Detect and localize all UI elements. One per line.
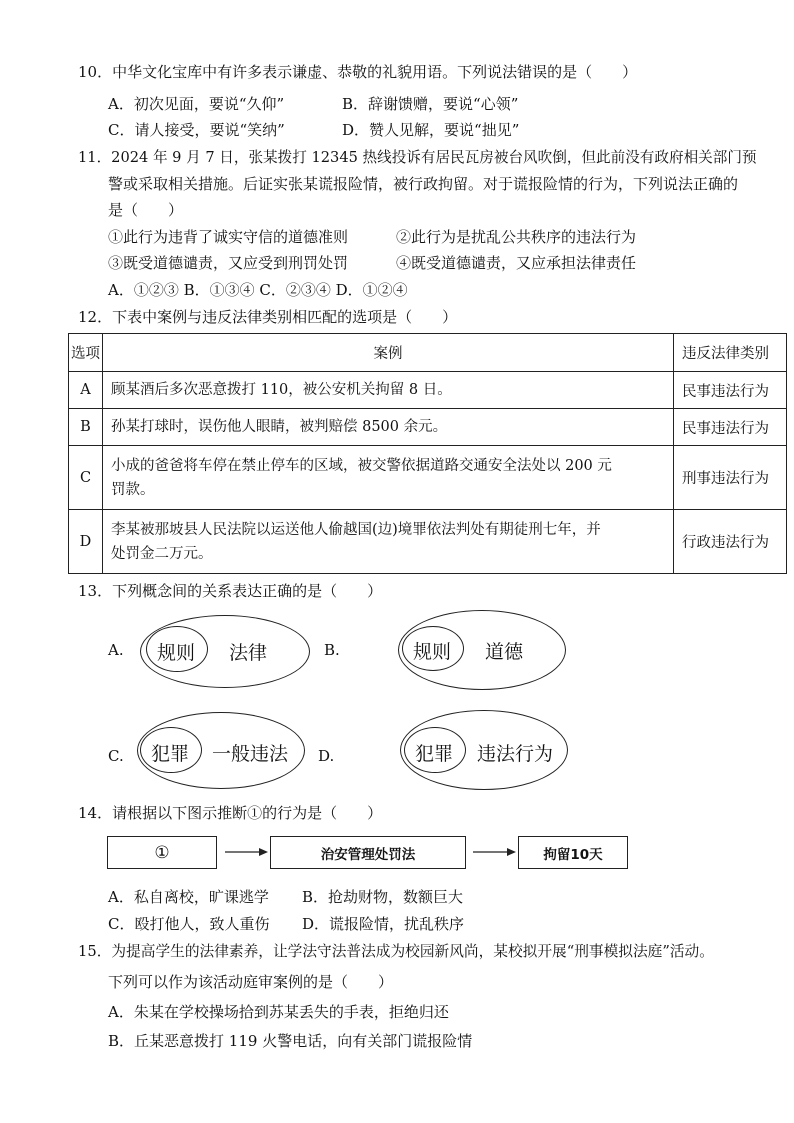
row-case: 孙某打球时，误伤他人眼睛，被判赔偿 8500 余元。 — [103, 409, 674, 446]
q14-option-d: D．谎报险情，扰乱秩序 — [302, 915, 465, 933]
q13-b-outer-text: 道德 — [485, 641, 524, 663]
q15-option-a: A．朱某在学校操场拾到苏某丢失的手表，拒绝归还 — [108, 1003, 449, 1021]
q11-statement-3: ③既受道德谴责，又应受到刑罚处罚 — [108, 254, 349, 272]
q13-option-d-label: D. — [318, 747, 335, 765]
q12-stem: 12．下表中案例与违反法律类别相匹配的选项是（ ） — [78, 308, 458, 326]
flow-box-behavior: ① — [107, 836, 217, 869]
row-case-line2: 罚款。 — [111, 481, 155, 498]
q11-stem-line2: 警或采取相关措施。后证实张某谎报险情，被行政拘留。对于谎报险情的行为，下列说法正确的 — [108, 175, 739, 193]
q13-option-a-label: A. — [108, 641, 124, 659]
flow-box-law: 治安管理处罚法 — [270, 836, 466, 869]
row-case — [103, 510, 674, 574]
header-option: 选项 — [69, 334, 103, 372]
row-case-line1: 李某被那坡县人民法院以运送他人偷越国(边)境罪依法判处有期徒刑七年，并 — [111, 521, 601, 538]
row-option: B — [69, 409, 103, 446]
q13-d-outer-text: 违法行为 — [477, 743, 554, 765]
q14-option-b: B．抢劫财物，数额巨大 — [302, 888, 464, 906]
row-case: 顾某酒后多次恶意拨打 110，被公安机关拘留 8 日。 — [103, 372, 674, 409]
q15-stem-line2: 下列可以作为该活动庭审案例的是（ ） — [108, 973, 394, 991]
table-row — [69, 510, 787, 574]
flow-arrow-1 — [225, 845, 269, 859]
q14-stem: 14．请根据以下图示推断①的行为是（ ） — [78, 804, 383, 822]
flow-box-penalty: 拘留10天 — [518, 836, 628, 869]
q11-statement-4: ④既受道德谴责，又应承担法律责任 — [396, 254, 637, 272]
table-row — [69, 372, 787, 409]
q10-option-b: B．辞谢馈赠，要说“心领” — [342, 95, 519, 113]
q13-c-outer-text: 一般违法 — [212, 743, 289, 765]
q10-option-d: D．赞人见解，要说“拙见” — [342, 121, 520, 139]
header-law-type: 违反法律类别 — [674, 334, 787, 372]
row-option: A — [69, 372, 103, 409]
q13-option-b-label: B. — [324, 641, 340, 659]
case-table — [68, 333, 787, 574]
q11-statement-1: ①此行为违背了诚实守信的道德准则 — [108, 228, 349, 246]
q15-option-b: B．丘某恶意拨打 119 火警电话，向有关部门谎报险情 — [108, 1032, 473, 1050]
q10-option-c: C．请人接受，要说“笑纳” — [108, 121, 285, 139]
row-law-type: 民事违法行为 — [674, 409, 787, 446]
row-option: C — [69, 446, 103, 510]
q13-option-c-label: C. — [108, 747, 124, 765]
row-law-type: 民事违法行为 — [674, 372, 787, 409]
q11-stem-line3: 是（ ） — [108, 201, 184, 219]
q13-d-inner-text: 犯罪 — [415, 743, 454, 765]
q13-a-inner-text: 规则 — [157, 642, 196, 664]
flow-arrow-2 — [473, 845, 517, 859]
row-law-type: 行政违法行为 — [674, 510, 787, 574]
row-case — [103, 446, 674, 510]
table-header-row — [69, 334, 787, 372]
header-case: 案例 — [103, 334, 674, 372]
row-option: D — [69, 510, 103, 574]
q11-statement-2: ②此行为是扰乱公共秩序的违法行为 — [396, 228, 637, 246]
row-case-line1: 小成的爸爸将车停在禁止停车的区域，被交警依据道路交通安全法处以 200 元 — [111, 457, 612, 474]
table-row — [69, 446, 787, 510]
q11-options: A．①②③ B．①③④ C．②③④ D．①②④ — [108, 281, 408, 299]
q13-c-inner-text: 犯罪 — [151, 743, 190, 765]
q10-stem: 10．中华文化宝库中有许多表示谦虚、恭敬的礼貌用语。下列说法错误的是（ ） — [78, 63, 638, 81]
q10-option-a: A．初次见面，要说“久仰” — [108, 95, 285, 113]
q13-stem: 13．下列概念间的关系表达正确的是（ ） — [78, 582, 383, 600]
table-row — [69, 409, 787, 446]
row-law-type: 刑事违法行为 — [674, 446, 787, 510]
q14-option-a: A．私自离校，旷课逃学 — [108, 888, 269, 906]
q15-stem-line1: 15．为提高学生的法律素养，让学法守法普法成为校园新风尚，某校拟开展“刑事模拟法庭”活动。 — [78, 943, 714, 960]
q13-a-outer-text: 法律 — [229, 642, 268, 664]
row-case-line2: 处罚金二万元。 — [111, 545, 213, 562]
q11-stem-line1: 11．2024 年 9 月 7 日，张某拨打 12345 热线投诉有居民瓦房被台风吹倒，但此前没有政府相关部门预 — [78, 149, 757, 166]
q13-b-inner-text: 规则 — [413, 641, 452, 663]
q14-option-c: C．殴打他人，致人重伤 — [108, 915, 270, 933]
